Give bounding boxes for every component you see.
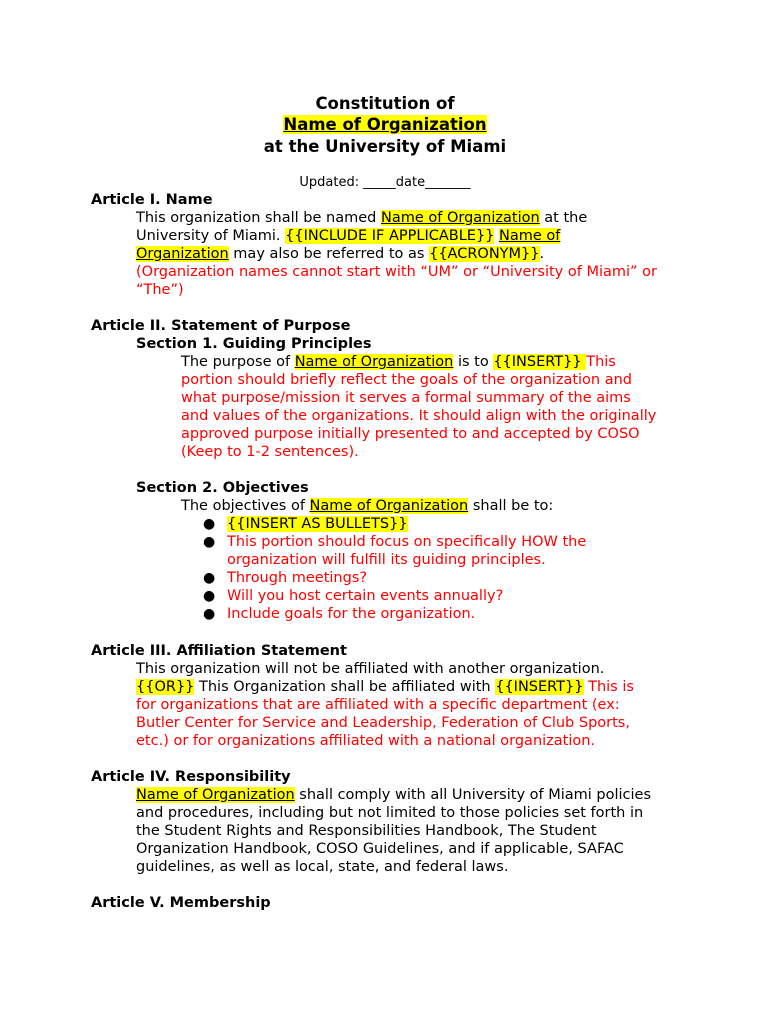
article-2-section-1-heading: Section 1. Guiding Principles: [136, 336, 372, 352]
article-3-line-1: This organization will not be affiliated with another organization.: [136, 661, 605, 677]
article-4-line: guidelines, as well as local, state, and federal laws.: [136, 859, 509, 875]
text-span: This is: [583, 679, 634, 695]
article-5-heading: Article V. Membership: [91, 895, 271, 911]
text-span: This: [586, 354, 616, 370]
placeholder-org-name: Name of Organization: [380, 210, 540, 226]
article-1-note-line-2: “The”): [136, 282, 184, 298]
placeholder-acronym: {{ACRONYM}}: [429, 246, 540, 262]
article-2-section-1-note: and values of the organizations. It should align with the originally: [181, 408, 657, 424]
objective-item: [227, 515, 408, 533]
article-3-note: etc.) or for organizations affiliated with a national organization.: [136, 733, 596, 749]
title-organization-name: Name of Organization: [283, 115, 487, 134]
bullet-icon: ●: [203, 570, 216, 586]
placeholder-org-name: Name of Organization: [136, 787, 295, 803]
article-4-line: and procedures, including but not limited to those policies set forth in: [136, 805, 644, 821]
updated-date-line: Updated: _____date_______: [299, 175, 471, 190]
placeholder-org-name: Name of: [499, 228, 561, 244]
article-2-section-1-note: what purpose/mission it serves a formal summary of the aims: [181, 390, 631, 406]
article-3-line-2: [136, 678, 634, 696]
placeholder-or: {{OR}}: [136, 679, 195, 695]
objective-item: This portion should focus on specifically HOW the: [227, 534, 587, 550]
objective-item: Include goals for the organization.: [227, 606, 476, 622]
text-span: shall comply with all University of Miami policies: [294, 787, 652, 803]
placeholder-org-name: Name of Organization: [309, 498, 469, 514]
article-2-section-1-note: portion should briefly reflect the goals of the organization and: [181, 372, 632, 388]
article-2-section-1-note: (Keep to 1-2 sentences).: [181, 444, 359, 460]
article-1-heading: Article I. Name: [91, 192, 213, 208]
text-span: The objectives of: [181, 498, 310, 514]
bullet-icon: ●: [203, 588, 216, 604]
bullet-icon: ●: [203, 606, 216, 622]
objective-item: Will you host certain events annually?: [227, 588, 504, 604]
text-span: The purpose of: [181, 354, 295, 370]
text-span: shall be to:: [468, 498, 554, 514]
article-2-section-2-heading: Section 2. Objectives: [136, 480, 309, 496]
article-3-note: Butler Center for Service and Leadership, Federation of Club Sports,: [136, 715, 630, 731]
placeholder-insert-as-bullets: {{INSERT AS BULLETS}}: [227, 516, 408, 532]
article-3-heading: Article III. Affiliation Statement: [91, 643, 347, 659]
title-line-3: at the University of Miami: [263, 137, 507, 156]
placeholder-include-if-applicable: {{INCLUDE IF APPLICABLE}}: [285, 228, 495, 244]
article-2-section-1-line-1: [181, 353, 616, 371]
article-4-heading: Article IV. Responsibility: [91, 769, 291, 785]
article-2-heading: Article II. Statement of Purpose: [91, 318, 351, 334]
text-span: is to: [453, 354, 494, 370]
placeholder-org-name: Organization: [136, 246, 229, 262]
objective-item: Through meetings?: [227, 570, 368, 586]
article-2-section-1-note: approved purpose initially presented to and accepted by COSO: [181, 426, 640, 442]
text-span: .: [539, 246, 545, 262]
placeholder-org-name: Name of Organization: [294, 354, 454, 370]
text-span: This organization shall be named: [136, 210, 381, 226]
bullet-icon: ●: [203, 516, 216, 532]
article-4-line-1: [136, 786, 651, 804]
text-span: at the: [539, 210, 588, 226]
title-line-2: [0, 114, 770, 135]
placeholder-insert: {{INSERT}}: [495, 679, 584, 695]
article-2-section-2-line-1: [181, 497, 553, 515]
bullet-icon: ●: [203, 534, 216, 550]
article-3-note: for organizations that are affiliated with a specific department (ex:: [136, 697, 620, 713]
text-span: This Organization shall be affiliated with: [194, 679, 496, 695]
placeholder-insert: {{INSERT}}: [493, 354, 587, 370]
title-line-1: Constitution of: [315, 94, 455, 113]
objective-item-continued: organization will fulfill its guiding principles.: [227, 552, 546, 568]
article-4-line: Organization Handbook, COSO Guidelines, and if applicable, SAFAC: [136, 841, 624, 857]
article-1-note-line-1: (Organization names cannot start with “UM” or “University of Miami” or: [136, 264, 657, 280]
article-1-line-2: [136, 227, 560, 245]
article-1-line-1: [136, 209, 587, 227]
text-span: University of Miami.: [136, 228, 286, 244]
text-span: may also be referred to as: [228, 246, 430, 262]
article-1-line-3: [136, 245, 544, 263]
article-4-line: the Student Rights and Responsibilities Handbook, The Student: [136, 823, 597, 839]
